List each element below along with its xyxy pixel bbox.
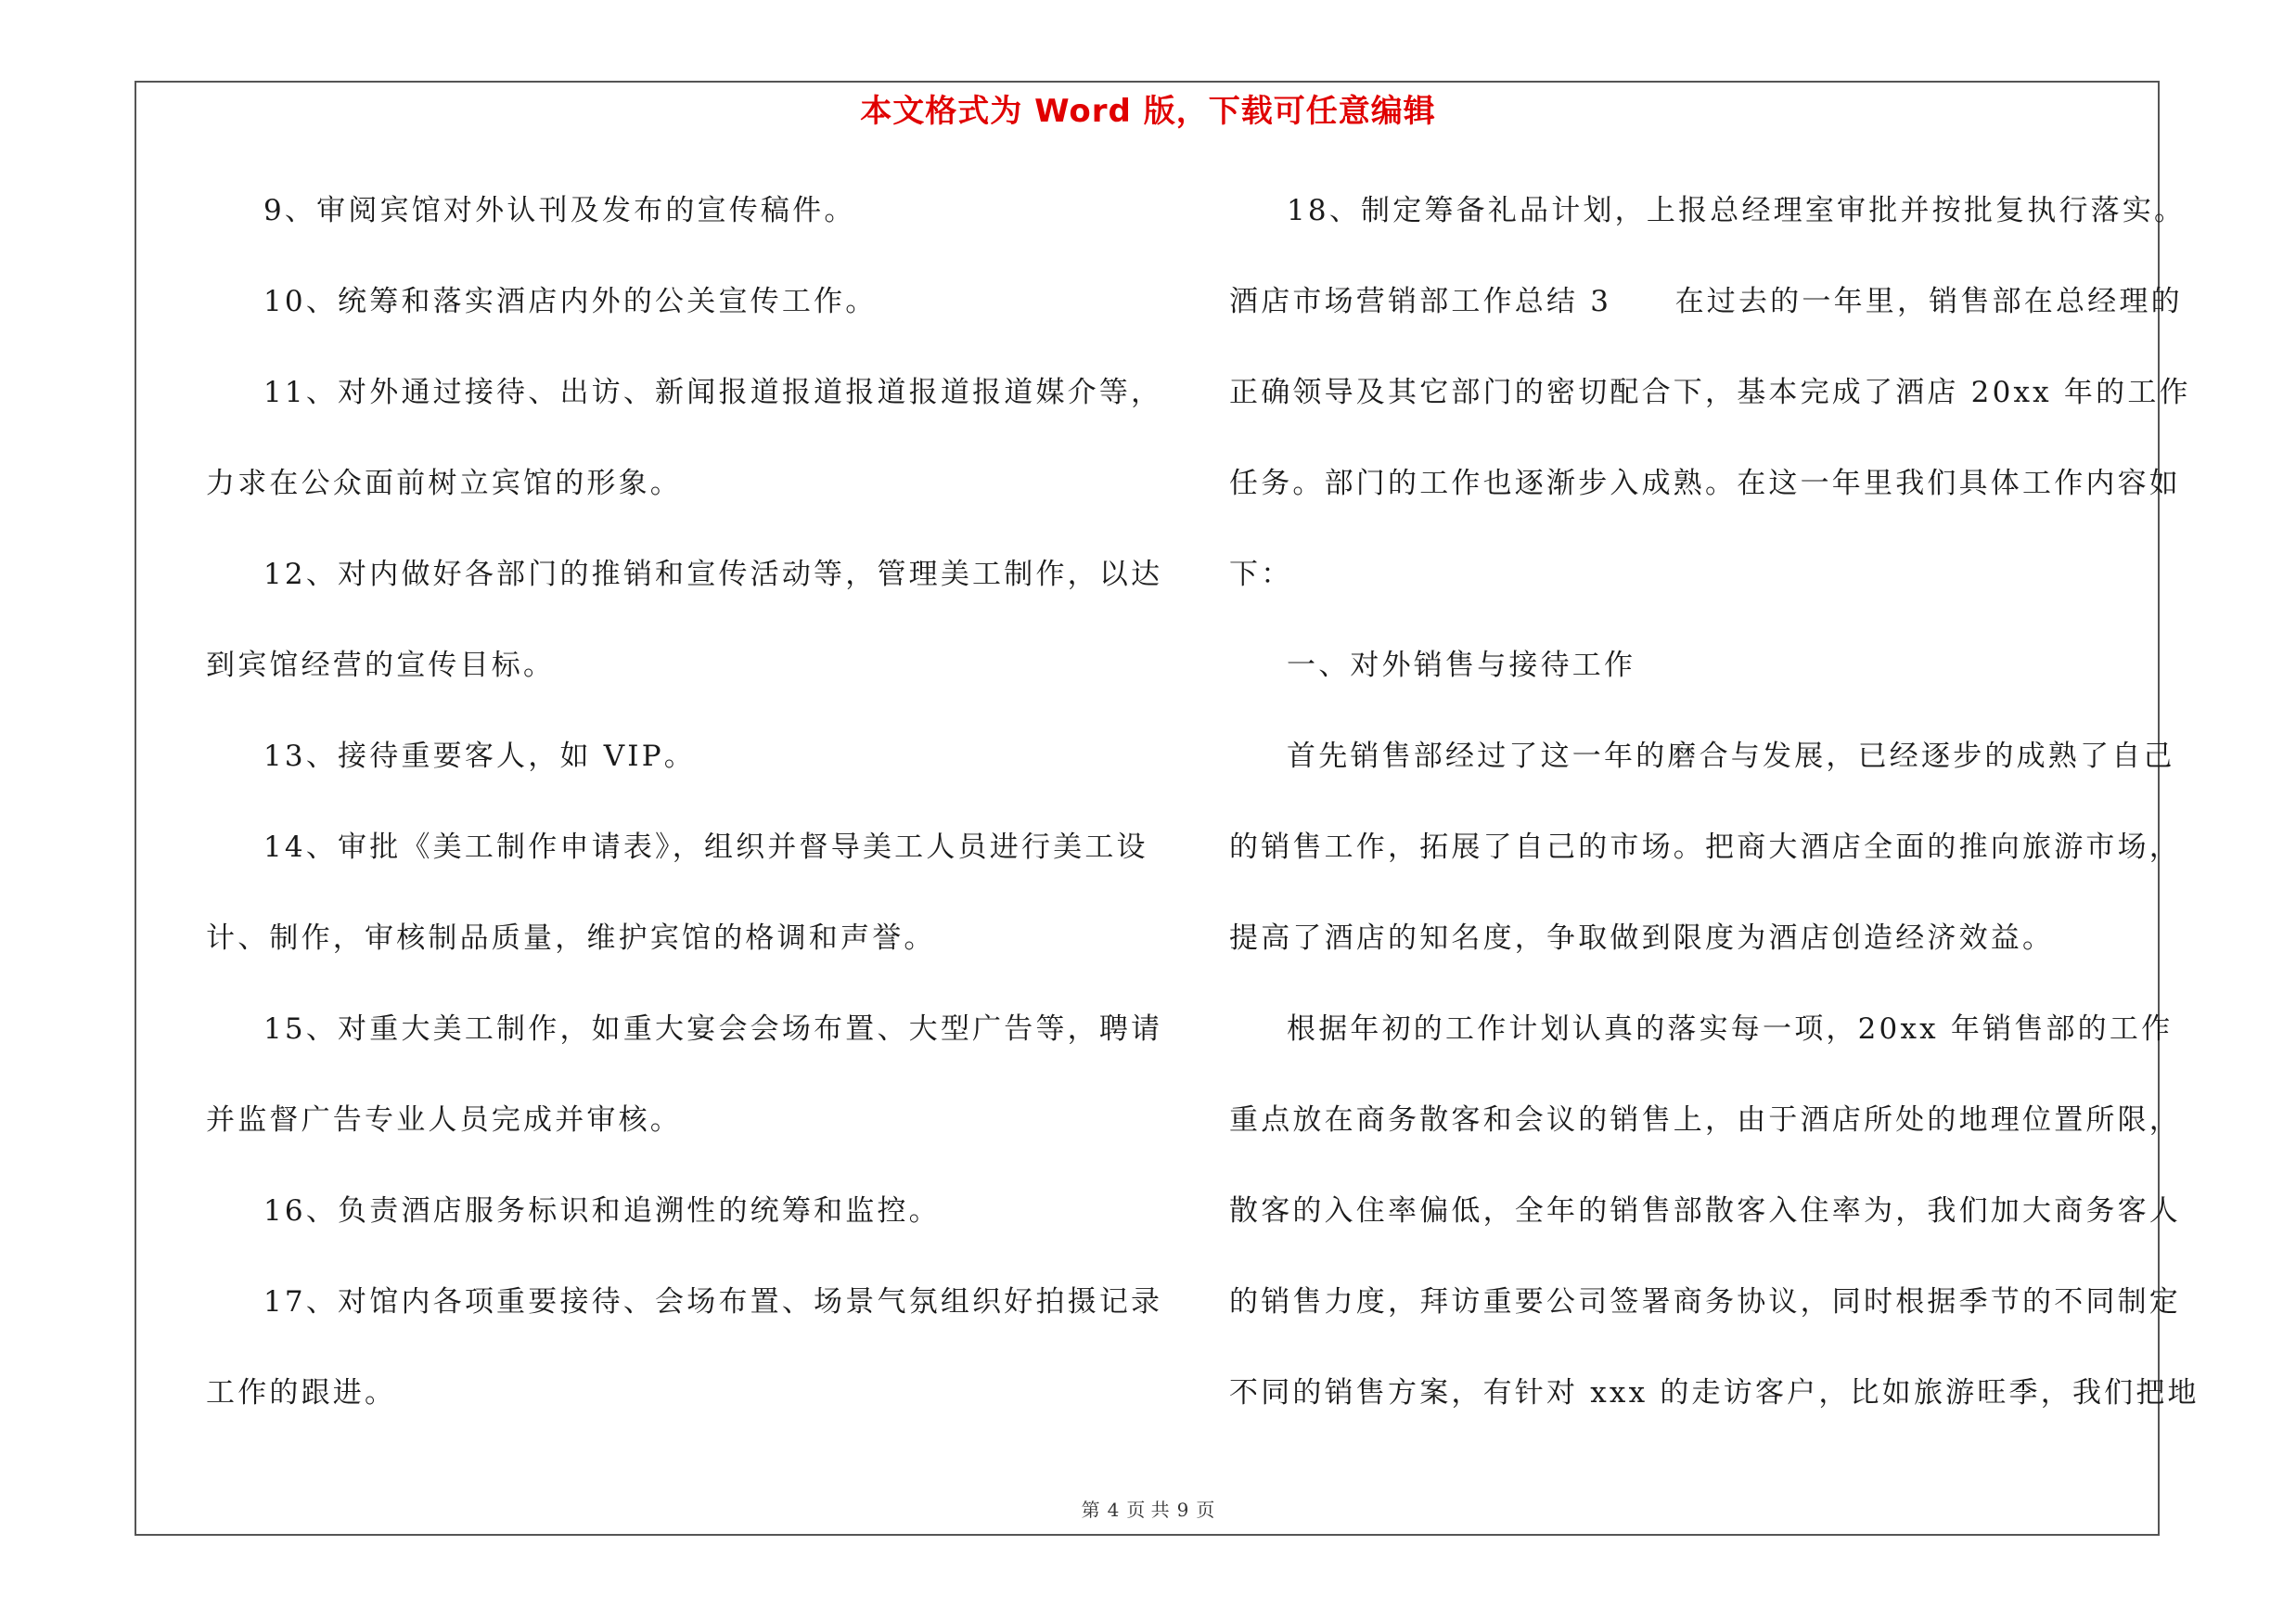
text-line: 15、对重大美工制作，如重大宴会会场布置、大型广告等，聘请: [263, 1012, 1163, 1046]
footer-prefix: 第: [1081, 1499, 1100, 1521]
format-banner: 本文格式为 Word 版，下载可任意编辑: [860, 93, 1436, 130]
text-line: 计、制作，审核制品质量，维护宾馆的格调和声誉。: [206, 921, 936, 955]
text-line: 的销售力度，拜访重要公司签署商务协议，同时根据季节的不同制定: [1229, 1285, 2181, 1319]
text-line: 14、审批《美工制作申请表》，组织并督导美工人员进行美工设: [263, 831, 1148, 864]
text-line: 11、对外通过接待、出访、新闻报道报道报道报道报道媒介等，: [263, 376, 1163, 409]
text-line: 下：: [1229, 558, 1293, 591]
text-line: 10、统筹和落实酒店内外的公关宣传工作。: [263, 285, 878, 318]
footer-middle: 页 共: [1126, 1499, 1170, 1521]
text-line: 正确领导及其它部门的密切配合下，基本完成了酒店 20xx 年的工作: [1229, 376, 2191, 409]
text-line: 并监督广告专业人员完成并审核。: [206, 1103, 682, 1137]
footer-suffix: 页: [1196, 1499, 1215, 1521]
text-line: 9、审阅宾馆对外认刊及发布的宣传稿件。: [263, 194, 856, 227]
left-column: [206, 182, 1163, 1455]
footer-current-page: 4: [1107, 1499, 1120, 1521]
text-line: 18、制定筹备礼品计划，上报总经理室审批并按批复执行落实。: [1287, 194, 2187, 227]
text-line: 酒店市场营销部工作总结 3 在过去的一年里，销售部在总经理的: [1229, 285, 2183, 318]
text-line: 13、接待重要客人，如 VIP。: [263, 740, 696, 773]
text-line: 的销售工作，拓展了自己的市场。把商大酒店全面的推向旅游市场，: [1229, 831, 2181, 864]
text-line: 不同的销售方案，有针对 xxx 的走访客户，比如旅游旺季，我们把地: [1229, 1376, 2200, 1410]
text-line: 17、对馆内各项重要接待、会场布置、场景气氛组织好拍摄记录: [263, 1285, 1163, 1319]
text-line: 一、对外销售与接待工作: [1287, 649, 1636, 682]
text-line: 力求在公众面前树立宾馆的形象。: [206, 467, 682, 500]
text-line: 首先销售部经过了这一年的磨合与发展，已经逐步的成熟了自己: [1287, 740, 2175, 773]
text-line: 16、负责酒店服务标识和追溯性的统筹和监控。: [263, 1194, 941, 1228]
text-line: 根据年初的工作计划认真的落实每一项，20xx 年销售部的工作: [1287, 1012, 2174, 1046]
text-line: 重点放在商务散客和会议的销售上，由于酒店所处的地理位置所限，: [1229, 1103, 2181, 1137]
page-footer: [0, 1495, 2296, 1522]
text-line: 到宾馆经营的宣传目标。: [206, 649, 556, 682]
text-line: 12、对内做好各部门的推销和宣传活动等，管理美工制作，以达: [263, 558, 1163, 591]
footer-total-pages: 9: [1176, 1499, 1189, 1521]
right-column: [1229, 182, 2200, 1455]
text-line: 工作的跟进。: [206, 1376, 397, 1410]
text-line: 提高了酒店的知名度，争取做到限度为酒店创造经济效益。: [1229, 921, 2055, 955]
text-line: 散客的入住率偏低，全年的销售部散客入住率为，我们加大商务客人: [1229, 1194, 2181, 1228]
text-line: 任务。部门的工作也逐渐步入成熟。在这一年里我们具体工作内容如: [1229, 467, 2181, 500]
